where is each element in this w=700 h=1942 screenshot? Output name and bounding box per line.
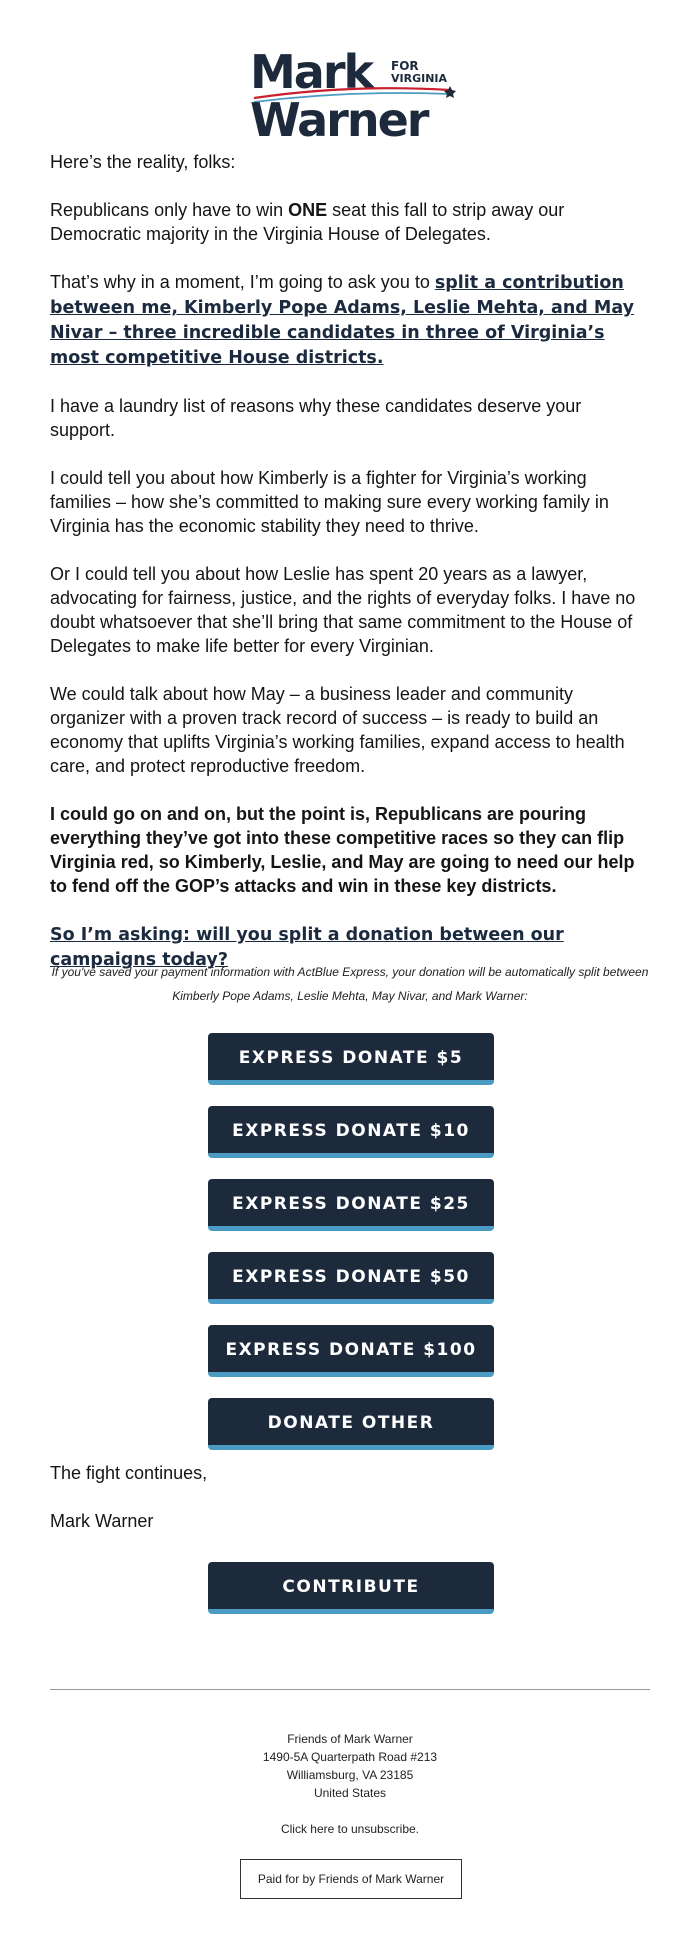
logo-line-2: Warner — [250, 93, 428, 142]
split-contribution-link[interactable]: split a contribution between me, Kimberly Pope Adams, Leslie Mehta, and May Nivar – three incredible candidates in three of Virginia’s most competitive House districts. — [50, 273, 635, 368]
signoff-line: The fight continues, — [50, 1463, 208, 1483]
paragraph-may: We could talk about how May – a business leader and community organizer with a proven track record of success – is ready to build an economy that uplifts Virginia’s working families, expand access to health care, and protect reproductive freedom. — [50, 684, 625, 776]
logo-graphic — [250, 46, 456, 142]
split-donation-link[interactable]: So I’m asking: will you split a donation between our campaigns today? — [50, 925, 564, 970]
letter-content — [50, 150, 650, 992]
footer-address-2: Williamsburg, VA 23185 — [286, 1768, 414, 1782]
signoff-name: Mark Warner — [50, 1511, 154, 1531]
unsubscribe-link[interactable]: Click here to unsubscribe. — [280, 1822, 420, 1836]
footer-org: Friends of Mark Warner — [287, 1732, 413, 1746]
logo-tag-bottom: VIRGINIA — [391, 72, 448, 85]
paragraph-ask-intro-text: That’s why in a moment, I’m going to ask you to — [50, 272, 435, 292]
actblue-express-note: If you've saved your payment information with ActBlue Express, your donation will be automatically split between Kimberly Pope Adams, Leslie Mehta, May Nivar, and Mark Warner: — [51, 965, 649, 1003]
paragraph-intro: Here’s the reality, folks: — [50, 152, 236, 172]
express-donate-50-button[interactable]: EXPRESS DONATE $50 — [208, 1252, 494, 1304]
footer-divider — [50, 1689, 650, 1690]
mark-warner-logo — [250, 46, 456, 142]
footer — [50, 1730, 650, 1838]
paid-for-disclaimer: Paid for by Friends of Mark Warner — [240, 1859, 462, 1899]
logo-line-1: Mark — [250, 46, 373, 99]
express-donate-100-button[interactable]: EXPRESS DONATE $100 — [208, 1325, 494, 1377]
paragraph-seat — [50, 198, 650, 246]
express-donate-5-button[interactable]: EXPRESS DONATE $5 — [208, 1033, 494, 1085]
star-icon — [444, 86, 456, 98]
express-donate-25-button[interactable]: EXPRESS DONATE $25 — [208, 1179, 494, 1231]
footer-address-1: 1490-5A Quarterpath Road #213 — [262, 1750, 438, 1764]
paragraph-seat-text-2: seat this fall to strip away our Democratic majority in the Virginia House of Delegates. — [50, 200, 565, 244]
paragraph-leslie: Or I could tell you about how Leslie has spent 20 years as a lawyer, advocating for fairness, justice, and the rights of everyday folks. I have no doubt whatsoever that she’ll bring that same commitment to the House of Delegates to make life better for every Virginian. — [50, 564, 636, 656]
paragraph-republicans: I could go on and on, but the point is, Republicans are pouring everything they’ve got into these competitive races so they can flip Virginia red, so Kimberly, Leslie, and May are going to need our help to fend off the GOP’s attacks and win in these key districts. — [50, 804, 635, 896]
paragraph-seat-text-1: Republicans only have to win — [50, 200, 289, 220]
paragraph-seat-bold: ONE — [288, 200, 328, 220]
paragraph-reasons: I have a laundry list of reasons why these candidates deserve your support. — [50, 396, 582, 440]
footer-country: United States — [313, 1786, 387, 1800]
contribute-button[interactable]: CONTRIBUTE — [208, 1562, 494, 1614]
paragraph-kimberly: I could tell you about how Kimberly is a fighter for Virginia’s working families – how she’s committed to making sure every working family in Virginia has the economic stability they need to thrive. — [50, 468, 609, 536]
logo-tag-top: FOR — [391, 59, 419, 73]
paragraph-ask-intro — [50, 270, 650, 370]
express-donate-10-button[interactable]: EXPRESS DONATE $10 — [208, 1106, 494, 1158]
donate-other-button[interactable]: DONATE OTHER — [208, 1398, 494, 1450]
